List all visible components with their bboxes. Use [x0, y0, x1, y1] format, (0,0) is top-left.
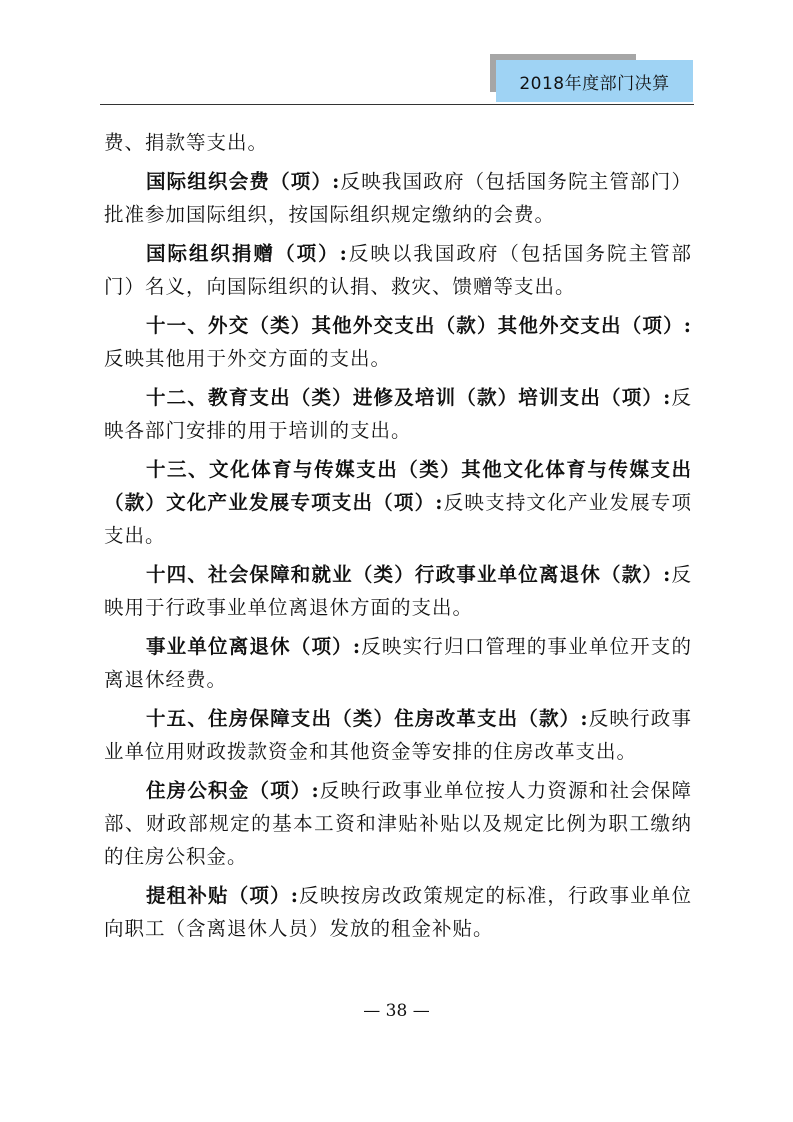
header-rule: [100, 104, 694, 105]
paragraph-text: 反映其他用于外交方面的支出。: [104, 347, 392, 370]
paragraph-text: 反映我国政府（包括国务院主管部门）批准参加国际组织，按国际组织规定缴纳的会费。: [104, 170, 692, 226]
paragraph: [104, 237, 692, 303]
paragraph: [104, 453, 692, 552]
paragraph-text: 反映支持文化产业发展专项支出。: [104, 491, 692, 547]
paragraph-heading: 住房公积金（项）:: [146, 779, 320, 802]
paragraph: [104, 309, 692, 375]
paragraph-heading: 国际组织会费（项）:: [146, 170, 341, 193]
paragraph-heading: 事业单位离退休（项）:: [146, 635, 362, 658]
paragraph-text: 反映实行归口管理的事业单位开支的离退休经费。: [104, 635, 692, 691]
paragraph: [104, 126, 692, 159]
paragraph-text: 费、捐款等支出。: [104, 131, 269, 154]
paragraph-heading: 十二、教育支出（类）进修及培训（款）培训支出（项）:: [146, 386, 672, 409]
paragraph: [104, 879, 692, 945]
paragraph: [104, 702, 692, 768]
paragraph-text: 反映按房改政策规定的标准，行政事业单位向职工（含离退休人员）发放的租金补贴。: [104, 884, 692, 940]
header-tab: [496, 60, 693, 102]
paragraph: [104, 558, 692, 624]
paragraph-text: 反映各部门安排的用于培训的支出。: [104, 386, 692, 442]
paragraph: [104, 165, 692, 231]
paragraph-text: 反映用于行政事业单位离退休方面的支出。: [104, 563, 692, 619]
header-title: 2018年度部门决算: [519, 73, 670, 94]
paragraph-heading: 十三、文化体育与传媒支出（类）其他文化体育与传媒支出（款）文化产业发展专项支出（项）:: [104, 458, 692, 514]
paragraph-text: 反映行政事业单位用财政拨款资金和其他资金等安排的住房改革支出。: [104, 707, 692, 763]
paragraph-heading: 十五、住房保障支出（类）住房改革支出（款）:: [146, 707, 589, 730]
paragraph-heading: 十一、外交（类）其他外交支出（款）其他外交支出（项）:: [146, 314, 692, 337]
paragraph-heading: 十四、社会保障和就业（类）行政事业单位离退休（款）:: [146, 563, 672, 586]
paragraph-heading: 国际组织捐赠（项）:: [146, 242, 348, 265]
document-body: [104, 126, 692, 951]
paragraph: [104, 774, 692, 873]
paragraph-text: 反映行政事业单位按人力资源和社会保障部、财政部规定的基本工资和津贴补贴以及规定比例为职工缴纳的住房公积金。: [104, 779, 692, 868]
paragraph-text: 反映以我国政府（包括国务院主管部门）名义，向国际组织的认捐、救灾、馈赠等支出。: [104, 242, 692, 298]
page-number: — 38 —: [363, 1001, 430, 1021]
paragraph: [104, 381, 692, 447]
paragraph: [104, 630, 692, 696]
paragraph-heading: 提租补贴（项）:: [146, 884, 299, 907]
